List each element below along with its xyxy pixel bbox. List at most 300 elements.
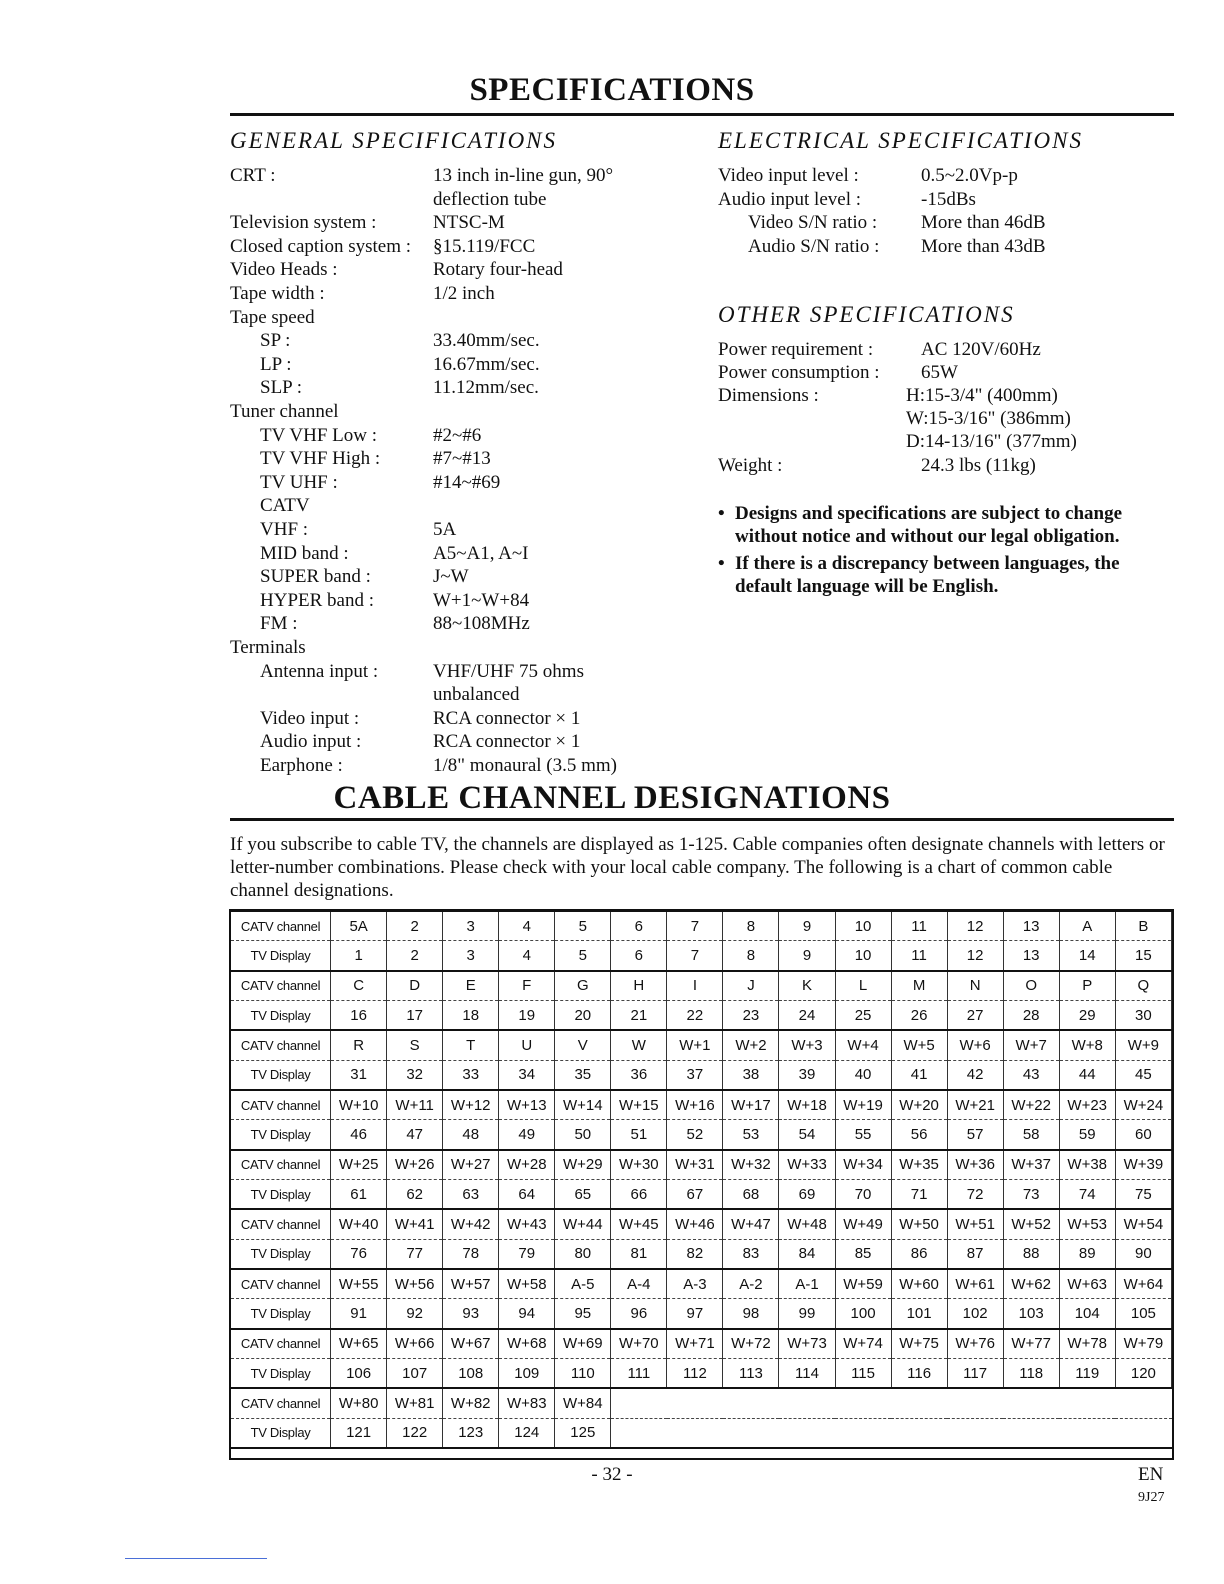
catv-channel-cell: W+37	[1003, 1150, 1059, 1180]
tv-display-label: TV Display	[231, 1179, 331, 1209]
tv-display-cell: 16	[331, 1000, 387, 1030]
tv-display-cell: 111	[611, 1358, 667, 1388]
catv-channel-cell: W+20	[891, 1090, 947, 1120]
tv-display-cell: 73	[1003, 1179, 1059, 1209]
catv-channel-cell: W+14	[555, 1090, 611, 1120]
tv-display-cell: 85	[835, 1239, 891, 1269]
general-spec-label: Video Heads :	[230, 259, 338, 281]
catv-channel-cell: W+66	[387, 1329, 443, 1359]
general-spec-value: 13 inch in-line gun, 90°	[433, 165, 614, 186]
catv-channel-cell: W+43	[499, 1209, 555, 1239]
general-spec-value: 11.12mm/sec.	[433, 377, 539, 399]
catv-channel-cell: 13	[1003, 911, 1059, 941]
catv-channel-cell: W+42	[443, 1209, 499, 1239]
catv-channel-cell: W+83	[499, 1388, 555, 1418]
catv-channel-cell: W+60	[891, 1269, 947, 1299]
tv-display-cell: 18	[443, 1000, 499, 1030]
tv-display-label: TV Display	[231, 1120, 331, 1150]
general-spec-label: Antenna input :	[260, 660, 379, 682]
catv-channel-cell: W+46	[667, 1209, 723, 1239]
catv-channel-cell: J	[723, 971, 779, 1001]
tv-display-cell: 103	[1003, 1299, 1059, 1329]
tv-display-cell: 14	[1059, 941, 1115, 971]
catv-channel-cell: M	[891, 971, 947, 1001]
catv-channel-cell: B	[1115, 911, 1171, 941]
catv-channel-cell: 6	[611, 911, 667, 941]
catv-channel-cell: W+8	[1059, 1030, 1115, 1060]
tv-display-cell: 12	[947, 941, 1003, 971]
catv-channel-cell: W+17	[723, 1090, 779, 1120]
general-spec-value: Rotary four-head	[433, 259, 563, 281]
catv-channel-cell: W+84	[555, 1388, 611, 1418]
tv-display-cell: 7	[667, 941, 723, 971]
general-spec-value: A5~A1, A~I	[433, 542, 529, 564]
note-language	[718, 552, 1168, 598]
tv-display-cell: 58	[1003, 1120, 1059, 1150]
tv-display-cell: 104	[1059, 1299, 1115, 1329]
tv-display-cell: 68	[723, 1179, 779, 1209]
general-spec-label: CATV	[260, 495, 310, 517]
catv-channel-cell: W+57	[443, 1269, 499, 1299]
tv-display-cell: 17	[387, 1000, 443, 1030]
general-spec-label: MID band :	[260, 542, 349, 564]
page-number: - 32 -	[591, 1464, 633, 1485]
catv-channel-cell: 3	[443, 911, 499, 941]
catv-channel-cell: W+67	[443, 1329, 499, 1359]
tv-display-cell: 21	[611, 1000, 667, 1030]
bottom-mark	[125, 1558, 267, 1559]
general-spec-value: J~W	[433, 566, 469, 588]
catv-channel-cell: W+40	[331, 1209, 387, 1239]
catv-channel-cell: W+31	[667, 1150, 723, 1180]
other-spec-label: Weight :	[718, 455, 783, 476]
tv-display-cell: 106	[331, 1358, 387, 1388]
general-spec-label: TV UHF :	[260, 471, 338, 493]
tv-display-cell: 75	[1115, 1179, 1171, 1209]
tv-display-cell: 108	[443, 1358, 499, 1388]
catv-channel-cell: W+23	[1059, 1090, 1115, 1120]
general-spec-value: #2~#6	[433, 424, 482, 446]
general-spec-label: Video input :	[260, 707, 360, 729]
general-spec-value: 1/2 inch	[433, 283, 495, 304]
catv-channel-cell: V	[555, 1030, 611, 1060]
catv-channel-cell: W+36	[947, 1150, 1003, 1180]
tv-display-cell: 35	[555, 1060, 611, 1090]
tv-display-cell: 25	[835, 1000, 891, 1030]
catv-channel-cell: O	[1003, 971, 1059, 1001]
other-spec-value: W:15-3/16" (386mm)	[906, 408, 1071, 429]
other-spec-value: 65W	[921, 362, 958, 383]
tv-display-cell: 30	[1115, 1000, 1171, 1030]
tv-display-cell: 37	[667, 1060, 723, 1090]
catv-channel-cell: W+73	[779, 1329, 835, 1359]
tv-display-cell: 52	[667, 1120, 723, 1150]
catv-channel-cell: W+76	[947, 1329, 1003, 1359]
catv-channel-cell: W+2	[723, 1030, 779, 1060]
table-border	[229, 909, 1174, 1460]
tv-display-cell: 93	[443, 1299, 499, 1329]
tv-display-cell: 15	[1115, 941, 1171, 971]
tv-display-cell: 125	[555, 1418, 611, 1448]
general-spec-label: TV VHF High :	[260, 448, 381, 470]
tv-display-cell: 43	[1003, 1060, 1059, 1090]
tv-display-cell: 69	[779, 1179, 835, 1209]
catv-channel-cell: 5A	[331, 911, 387, 941]
catv-channel-cell: W+81	[387, 1388, 443, 1418]
note-change	[718, 502, 1168, 548]
catv-channel-cell: W+24	[1115, 1090, 1171, 1120]
tv-display-cell: 87	[947, 1239, 1003, 1269]
general-spec-label: Audio input :	[260, 731, 362, 753]
other-spec-label: Power consumption :	[718, 362, 880, 383]
catv-channel-label: CATV channel	[231, 1269, 331, 1299]
catv-channel-cell: W+49	[835, 1209, 891, 1239]
general-spec-value: 1/8" monaural (3.5 mm)	[433, 755, 617, 776]
tv-display-cell: 88	[1003, 1239, 1059, 1269]
catv-channel-cell: W+33	[779, 1150, 835, 1180]
electrical-spec-label: Audio S/N ratio :	[748, 235, 880, 257]
tv-display-cell: 48	[443, 1120, 499, 1150]
tv-display-cell: 63	[443, 1179, 499, 1209]
catv-channel-cell: W+32	[723, 1150, 779, 1180]
catv-channel-cell: W+45	[611, 1209, 667, 1239]
tv-display-cell: 36	[611, 1060, 667, 1090]
electrical-spec-label: Video S/N ratio :	[748, 212, 878, 234]
tv-display-cell: 115	[835, 1358, 891, 1388]
catv-channel-cell: W+15	[611, 1090, 667, 1120]
catv-channel-cell: W+41	[387, 1209, 443, 1239]
catv-channel-cell: A-5	[555, 1269, 611, 1299]
general-spec-label: Earphone :	[260, 755, 343, 776]
tv-display-cell: 28	[1003, 1000, 1059, 1030]
catv-channel-cell: W+18	[779, 1090, 835, 1120]
tv-display-cell: 67	[667, 1179, 723, 1209]
tv-display-cell: 124	[499, 1418, 555, 1448]
tv-display-cell: 27	[947, 1000, 1003, 1030]
catv-channel-label: CATV channel	[231, 971, 331, 1001]
catv-channel-cell: W+28	[499, 1150, 555, 1180]
catv-channel-cell: W+30	[611, 1150, 667, 1180]
catv-channel-cell: W+77	[1003, 1329, 1059, 1359]
catv-channel-cell: W+1	[667, 1030, 723, 1060]
catv-channel-cell: 7	[667, 911, 723, 941]
catv-channel-cell: W+69	[555, 1329, 611, 1359]
catv-channel-cell: W+82	[443, 1388, 499, 1418]
catv-channel-cell: W+58	[499, 1269, 555, 1299]
electrical-spec-value: More than 46dB	[921, 212, 1046, 234]
catv-channel-cell: W+63	[1059, 1269, 1115, 1299]
catv-channel-cell: W+61	[947, 1269, 1003, 1299]
general-spec-label: VHF :	[260, 519, 309, 540]
other-spec-label: Dimensions :	[718, 385, 819, 406]
tv-display-cell: 50	[555, 1120, 611, 1150]
tv-display-cell: 80	[555, 1239, 611, 1269]
catv-channel-cell: W+35	[891, 1150, 947, 1180]
note-change-text: Designs and specifications are subject to change without notice and without our legal obligation.	[735, 503, 1123, 547]
other-spec-label: Power requirement :	[718, 339, 874, 360]
catv-channel-cell: 8	[723, 911, 779, 941]
general-spec-value: W+1~W+84	[433, 589, 530, 611]
catv-channel-cell: Q	[1115, 971, 1171, 1001]
tv-display-cell: 76	[331, 1239, 387, 1269]
catv-channel-cell: W+9	[1115, 1030, 1171, 1060]
tv-display-cell: 24	[779, 1000, 835, 1030]
general-spec-label: LP :	[260, 353, 292, 375]
tv-display-cell: 99	[779, 1299, 835, 1329]
tv-display-cell: 47	[387, 1120, 443, 1150]
tv-display-cell: 121	[331, 1418, 387, 1448]
tv-display-cell: 38	[723, 1060, 779, 1090]
tv-display-cell: 74	[1059, 1179, 1115, 1209]
other-spec-value: H:15-3/4" (400mm)	[906, 385, 1058, 406]
general-spec-value: unbalanced	[433, 684, 520, 706]
tv-display-cell: 105	[1115, 1299, 1171, 1329]
tv-display-cell: 31	[331, 1060, 387, 1090]
catv-channel-cell: 5	[555, 911, 611, 941]
general-spec-value: #14~#69	[433, 471, 501, 493]
tv-display-cell: 112	[667, 1358, 723, 1388]
tv-display-cell: 114	[779, 1358, 835, 1388]
general-spec-label: Tape speed	[230, 306, 315, 328]
tv-display-cell: 92	[387, 1299, 443, 1329]
tv-display-cell: 23	[723, 1000, 779, 1030]
general-spec-label: TV VHF Low :	[260, 424, 378, 446]
tv-display-cell: 39	[779, 1060, 835, 1090]
catv-channel-cell: W+16	[667, 1090, 723, 1120]
tv-display-label: TV Display	[231, 1299, 331, 1329]
catv-channel-label: CATV channel	[231, 1150, 331, 1180]
tv-display-cell: 1	[331, 941, 387, 971]
catv-channel-cell: U	[499, 1030, 555, 1060]
language-code: EN	[1138, 1464, 1164, 1485]
tv-display-cell: 54	[779, 1120, 835, 1150]
tv-display-cell: 107	[387, 1358, 443, 1388]
other-spec-value: AC 120V/60Hz	[921, 339, 1041, 360]
catv-channel-cell: A-1	[779, 1269, 835, 1299]
catv-channel-cell: W+64	[1115, 1269, 1171, 1299]
tv-display-cell: 84	[779, 1239, 835, 1269]
tv-display-cell: 45	[1115, 1060, 1171, 1090]
catv-channel-cell: W+5	[891, 1030, 947, 1060]
electrical-spec-label: Video input level :	[718, 165, 859, 186]
tv-display-cell: 98	[723, 1299, 779, 1329]
tv-display-cell: 49	[499, 1120, 555, 1150]
tv-display-cell: 116	[891, 1358, 947, 1388]
catv-channel-cell: W+48	[779, 1209, 835, 1239]
catv-channel-cell: W+34	[835, 1150, 891, 1180]
catv-channel-cell: G	[555, 971, 611, 1001]
catv-channel-cell: A	[1059, 911, 1115, 941]
catv-channel-cell: W+70	[611, 1329, 667, 1359]
tv-display-cell: 13	[1003, 941, 1059, 971]
tv-display-cell: 57	[947, 1120, 1003, 1150]
catv-channel-cell: W+62	[1003, 1269, 1059, 1299]
electrical-spec-label: Audio input level :	[718, 188, 862, 210]
tv-display-cell: 3	[443, 941, 499, 971]
catv-channel-cell: W+71	[667, 1329, 723, 1359]
catv-channel-cell: W+53	[1059, 1209, 1115, 1239]
general-spec-label: CRT :	[230, 165, 276, 186]
tv-display-cell: 32	[387, 1060, 443, 1090]
catv-channel-cell: 10	[835, 911, 891, 941]
catv-channel-cell: W+38	[1059, 1150, 1115, 1180]
catv-channel-cell: N	[947, 971, 1003, 1001]
catv-channel-cell: W+55	[331, 1269, 387, 1299]
tv-display-cell: 81	[611, 1239, 667, 1269]
tv-display-cell: 51	[611, 1120, 667, 1150]
tv-display-label: TV Display	[231, 941, 331, 971]
catv-channel-cell: W+47	[723, 1209, 779, 1239]
catv-channel-cell: W+26	[387, 1150, 443, 1180]
catv-channel-cell: W+65	[331, 1329, 387, 1359]
tv-display-cell: 120	[1115, 1358, 1171, 1388]
catv-channel-cell: C	[331, 971, 387, 1001]
catv-channel-cell: A-4	[611, 1269, 667, 1299]
catv-channel-cell: W+10	[331, 1090, 387, 1120]
catv-channel-cell: A-2	[723, 1269, 779, 1299]
general-spec-value: 33.40mm/sec.	[433, 330, 540, 352]
tv-display-cell: 8	[723, 941, 779, 971]
tv-display-cell: 79	[499, 1239, 555, 1269]
tv-display-cell: 66	[611, 1179, 667, 1209]
catv-channel-cell: K	[779, 971, 835, 1001]
catv-channel-cell: W+27	[443, 1150, 499, 1180]
catv-channel-cell: W+79	[1115, 1329, 1171, 1359]
electrical-spec-value: 0.5~2.0Vp-p	[921, 165, 1018, 186]
catv-channel-cell: 4	[499, 911, 555, 941]
electrical-spec-value: -15dBs	[921, 188, 976, 210]
tv-display-cell: 6	[611, 941, 667, 971]
general-spec-value: RCA connector × 1	[433, 731, 581, 753]
tv-display-cell: 119	[1059, 1358, 1115, 1388]
other-spec-value: D:14-13/16" (377mm)	[906, 431, 1077, 452]
note-language-text: If there is a discrepancy between languages, the default language will be English.	[735, 553, 1120, 597]
catv-channel-cell: W+51	[947, 1209, 1003, 1239]
catv-channel-cell: W+3	[779, 1030, 835, 1060]
general-spec-label: FM :	[260, 613, 298, 635]
catv-channel-cell: W	[611, 1030, 667, 1060]
tv-display-cell: 11	[891, 941, 947, 971]
tv-display-cell: 102	[947, 1299, 1003, 1329]
tv-display-cell: 10	[835, 941, 891, 971]
tv-display-cell: 90	[1115, 1239, 1171, 1269]
other-spec-value: 24.3 lbs (11kg)	[921, 455, 1036, 476]
catv-channel-cell: W+80	[331, 1388, 387, 1418]
tv-display-cell: 46	[331, 1120, 387, 1150]
catv-channel-label: CATV channel	[231, 1090, 331, 1120]
general-spec-label: SUPER band :	[260, 566, 371, 588]
general-spec-label: SLP :	[260, 377, 303, 399]
tv-display-cell: 71	[891, 1179, 947, 1209]
general-spec-label: SP :	[260, 330, 291, 352]
tv-display-cell: 33	[443, 1060, 499, 1090]
tv-display-cell: 122	[387, 1418, 443, 1448]
tv-display-label: TV Display	[231, 1358, 331, 1388]
tv-display-cell: 94	[499, 1299, 555, 1329]
general-spec-value: #7~#13	[433, 448, 491, 470]
tv-display-cell: 65	[555, 1179, 611, 1209]
catv-channel-cell: W+56	[387, 1269, 443, 1299]
catv-channel-cell: R	[331, 1030, 387, 1060]
catv-channel-cell: I	[667, 971, 723, 1001]
other-specs-heading: OTHER SPECIFICATIONS	[718, 302, 1015, 327]
tv-display-cell: 60	[1115, 1120, 1171, 1150]
catv-channel-cell: W+75	[891, 1329, 947, 1359]
cable-heading: CABLE CHANNEL DESIGNATIONS	[333, 780, 891, 816]
catv-channel-label: CATV channel	[231, 1209, 331, 1239]
tv-display-cell: 41	[891, 1060, 947, 1090]
tv-display-cell: 59	[1059, 1120, 1115, 1150]
catv-channel-cell: W+39	[1115, 1150, 1171, 1180]
catv-channel-label: CATV channel	[231, 1030, 331, 1060]
tv-display-cell: 109	[499, 1358, 555, 1388]
tv-display-cell: 55	[835, 1120, 891, 1150]
cable-intro: If you subscribe to cable TV, the channels are displayed as 1-125. Cable companies often designate channels with letters or letter-number combinations. Please check with your local cable company. The following is a chart of common cable channel designations.	[230, 834, 1165, 901]
tv-display-cell: 62	[387, 1179, 443, 1209]
tv-display-cell: 78	[443, 1239, 499, 1269]
tv-display-cell: 42	[947, 1060, 1003, 1090]
catv-channel-cell: W+19	[835, 1090, 891, 1120]
tv-display-label: TV Display	[231, 1000, 331, 1030]
tv-display-cell: 29	[1059, 1000, 1115, 1030]
tv-display-cell: 123	[443, 1418, 499, 1448]
tv-display-label: TV Display	[231, 1239, 331, 1269]
tv-display-cell: 96	[611, 1299, 667, 1329]
catv-channel-cell: W+29	[555, 1150, 611, 1180]
catv-channel-cell: 12	[947, 911, 1003, 941]
general-spec-label: Terminals	[230, 637, 306, 658]
catv-channel-label: CATV channel	[231, 911, 331, 941]
catv-channel-cell: D	[387, 971, 443, 1001]
general-spec-label: Tape width :	[230, 283, 325, 304]
general-spec-value: deflection tube	[433, 188, 547, 210]
tv-display-cell: 117	[947, 1358, 1003, 1388]
catv-channel-cell: S	[387, 1030, 443, 1060]
tv-display-cell: 26	[891, 1000, 947, 1030]
tv-display-cell: 100	[835, 1299, 891, 1329]
cable-rule	[230, 818, 1174, 821]
general-spec-value: 88~108MHz	[433, 613, 530, 635]
tv-display-cell: 82	[667, 1239, 723, 1269]
catv-channel-cell: P	[1059, 971, 1115, 1001]
general-spec-value: 16.67mm/sec.	[433, 353, 540, 375]
tv-display-cell: 113	[723, 1358, 779, 1388]
catv-channel-cell: W+52	[1003, 1209, 1059, 1239]
catv-channel-cell: W+44	[555, 1209, 611, 1239]
tv-display-cell: 83	[723, 1239, 779, 1269]
general-spec-label: Tuner channel	[230, 401, 339, 422]
catv-channel-cell: W+78	[1059, 1329, 1115, 1359]
tv-display-cell: 110	[555, 1358, 611, 1388]
catv-channel-cell: H	[611, 971, 667, 1001]
catv-channel-cell: W+21	[947, 1090, 1003, 1120]
bullet-icon: •	[718, 553, 725, 574]
general-spec-value: NTSC-M	[433, 212, 505, 234]
tv-display-cell: 89	[1059, 1239, 1115, 1269]
tv-display-cell: 72	[947, 1179, 1003, 1209]
tv-display-cell: 40	[835, 1060, 891, 1090]
tv-display-cell: 9	[779, 941, 835, 971]
general-spec-label: HYPER band :	[260, 589, 374, 611]
catv-channel-cell: W+7	[1003, 1030, 1059, 1060]
tv-display-cell: 91	[331, 1299, 387, 1329]
tv-display-cell: 22	[667, 1000, 723, 1030]
tv-display-label: TV Display	[231, 1060, 331, 1090]
general-spec-value: §15.119/FCC	[433, 235, 536, 257]
tv-display-cell: 95	[555, 1299, 611, 1329]
tv-display-cell: 64	[499, 1179, 555, 1209]
catv-channel-label: CATV channel	[231, 1329, 331, 1359]
